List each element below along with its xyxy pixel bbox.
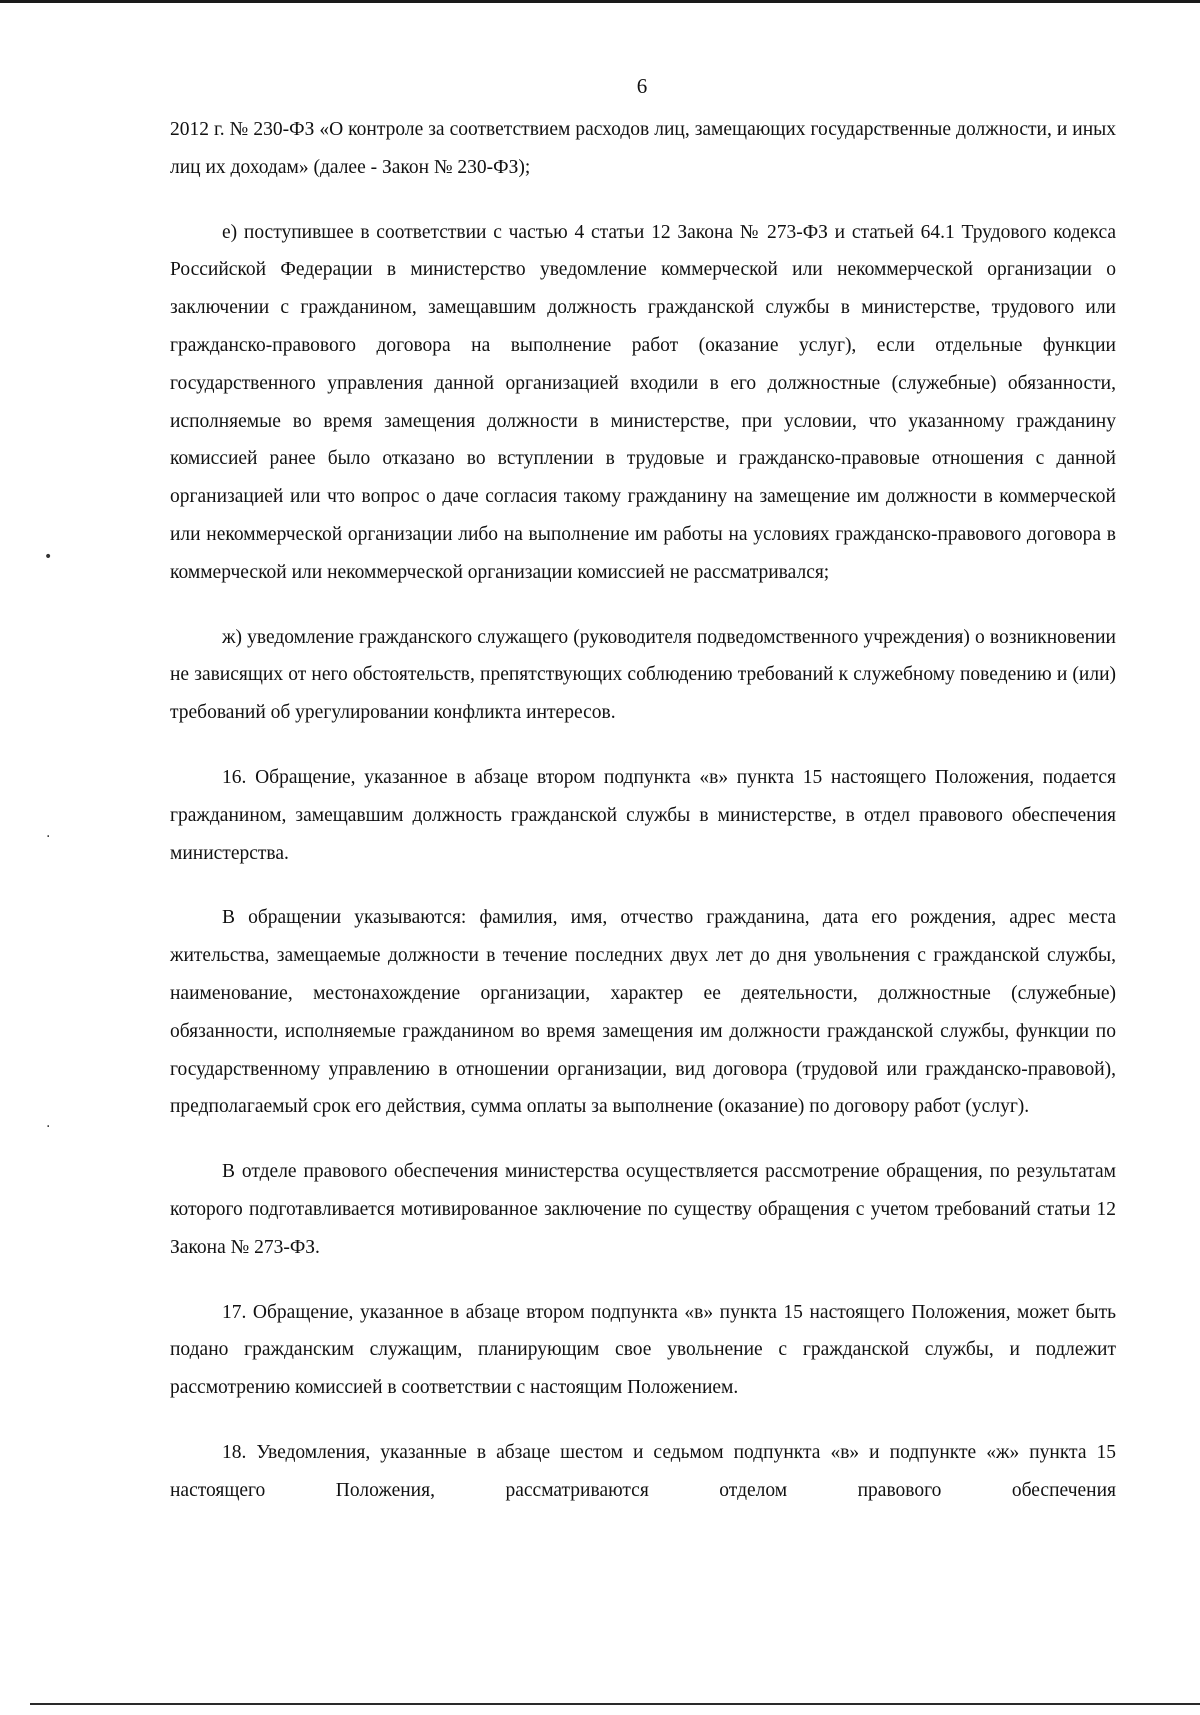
paragraph-item-17: 17. Обращение, указанное в абзаце втором подпункта «в» пункта 15 настоящего Положения, может быть подано гражданским служащим, планирующим свое увольнение с гражданской службы, и подлежит рассмотрению комиссией в соответствии с настоящим Положением. <box>170 1301 1116 1399</box>
paragraph-subitem-zh: ж) уведомление гражданского служащего (руководителя подведомственного учреждения) о возникновении не зависящих от него обстоятельств, препятствующих соблюдению требований к служебному поведению и (или) требований об урегулировании конфликта интересов. <box>170 626 1116 724</box>
scan-speck: · <box>46 1119 51 1135</box>
paragraph-law-230-continuation: 2012 г. № 230-ФЗ «О контроле за соответствием расходов лиц, замещающих государственные должности, и иных лиц их доходам» (далее - Закон № 230-ФЗ); <box>170 119 1116 178</box>
paragraph-appeal-contents: В обращении указываются: фамилия, имя, отчество гражданина, дата его рождения, адрес места жительства, замещаемые должности в течение последних двух лет до дня увольнения с гражданской службы, наименование, местонахождение организации, характер ее деятельности, должностные (служебные) обязанности, исполняемые гражданином во время замещения им должности гражданской службы, функции по государственному управлению в отношении организации, вид договора (трудовой или гражданско-правовой), предполагаемый срок его действия, сумма оплаты за выполнение (оказание) по договору работ (услуг). <box>170 907 1116 1118</box>
scan-speck: • <box>44 549 53 565</box>
scan-bottom-edge <box>30 1703 1200 1705</box>
scan-speck: · <box>46 829 51 845</box>
paragraph-subitem-e: е) поступившее в соответствии с частью 4 статьи 12 Закона № 273-ФЗ и статьей 64.1 Трудового кодекса Российской Федерации в министерство уведомление коммерческой или некоммерческой организации о заключении с гражданином, замещавшим должность гражданской службы в министерстве, трудового или гражданско-правового договора на выполнение работ (оказание услуг), если отдельные функции государственного управления данной организацией входили в его должностные (служебные) обязанности, исполняемые во время замещения должности в министерстве, при условии, что указанному гражданину комиссией ранее было отказано во вступлении в трудовые и гражданско-правовые отношения с данной организацией или что вопрос о даче согласия такому гражданину на замещение им должности в коммерческой или некоммерческой организации либо на выполнение им работы на условиях гражданско-правового договора в коммерческой или некоммерческой организации комиссией не рассматривался; <box>170 221 1116 583</box>
paragraph-appeal-review: В отделе правового обеспечения министерства осуществляется рассмотрение обращения, по результатам которого подготавливается мотивированное заключение по существу обращения с учетом требований статьи 12 Закона № 273-ФЗ. <box>170 1161 1116 1258</box>
paragraph-item-16: 16. Обращение, указанное в абзаце втором подпункта «в» пункта 15 настоящего Положения, подается гражданином, замещавшим должность гражданской службы в министерстве, в отдел правового обеспечения министерства. <box>170 766 1116 864</box>
document-body <box>170 111 1116 1510</box>
paragraph-item-18: 18. Уведомления, указанные в абзаце шестом и седьмом подпункта «в» и подпункте «ж» пункта 15 настоящего Положения, рассматриваются отделом правового обеспечения <box>170 1441 1116 1501</box>
scan-top-edge <box>0 0 1200 3</box>
page-number: 6 <box>636 74 648 98</box>
